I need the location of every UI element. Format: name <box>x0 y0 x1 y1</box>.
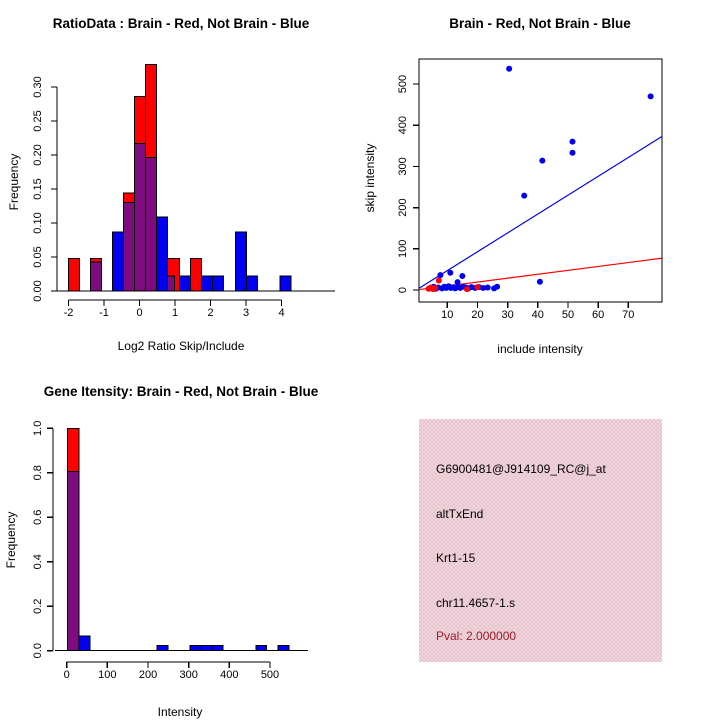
y-tick-label: 0 <box>397 286 409 294</box>
panel-info-box <box>360 360 720 720</box>
x-tick-label: 300 <box>179 669 198 681</box>
histogram-bar-blue <box>256 646 267 651</box>
histogram-bar-purple <box>168 276 175 291</box>
x-tick-label: 0 <box>63 669 70 681</box>
y-tick-label: 0.0 <box>32 643 44 659</box>
x-tick-label: 200 <box>138 669 158 681</box>
ratio-histogram-y-axis-label: Frequency <box>7 153 21 211</box>
intensity-scatter-plot <box>360 0 720 360</box>
histogram-bar-blue <box>113 232 124 291</box>
histogram-bar-blue <box>213 276 224 291</box>
gene-histogram-x-axis-label: Intensity <box>157 705 203 719</box>
panel-intensity-scatter <box>360 0 720 360</box>
ratio-histogram-x-axis-label: Log2 Ratio Skip/Include <box>117 339 245 353</box>
histogram-bar-blue <box>190 646 201 651</box>
data-point-red <box>432 285 438 291</box>
x-tick-label: 0 <box>136 307 143 319</box>
ratio-histogram-title: RatioData : Brain - Red, Not Brain - Blue <box>52 16 310 31</box>
intensity-scatter-title: Brain - Red, Not Brain - Blue <box>449 16 631 31</box>
splice-type-text: altTxEnd <box>436 507 484 521</box>
pval-text: Pval: 2.000000 <box>436 629 517 643</box>
histogram-bar-blue <box>212 646 223 651</box>
data-point-red <box>474 284 480 290</box>
intensity-scatter-x-axis-label: include intensity <box>497 342 583 356</box>
data-point-blue <box>648 93 654 99</box>
y-tick-label: 300 <box>397 157 409 176</box>
histogram-bar-blue <box>201 646 212 651</box>
x-tick-label: 2 <box>207 307 214 319</box>
panel-ratio-histogram <box>0 0 360 360</box>
data-point-blue <box>485 285 491 291</box>
histogram-bar-blue <box>278 646 289 651</box>
histogram-bar-blue <box>280 276 291 291</box>
histogram-bar-blue <box>180 276 191 291</box>
y-tick-label: 400 <box>397 116 409 135</box>
histogram-bar-blue <box>202 276 213 291</box>
ratio-histogram-plot <box>0 0 360 360</box>
y-tick-label: 0.2 <box>32 598 44 614</box>
data-point-blue <box>437 272 443 278</box>
histogram-bar-red <box>191 258 202 291</box>
x-tick-label: 70 <box>622 309 635 321</box>
x-tick-label: 60 <box>592 309 605 321</box>
x-tick-label: 500 <box>260 669 280 681</box>
histogram-bar-purple <box>91 262 102 291</box>
data-point-blue <box>506 66 512 72</box>
y-tick-label: 0.15 <box>32 178 44 200</box>
gene-name-text: Krt1-15 <box>436 551 476 565</box>
gene-info-box <box>419 419 662 662</box>
histogram-bar-red <box>69 258 80 291</box>
x-tick-label: 20 <box>471 309 484 321</box>
data-point-blue <box>569 139 575 145</box>
gene-histogram-plot <box>0 360 360 720</box>
data-point-blue <box>569 150 575 156</box>
histogram-bar-blue <box>79 636 90 651</box>
x-tick-label: -1 <box>99 307 109 319</box>
x-tick-label: 4 <box>278 307 285 319</box>
data-point-blue <box>539 158 545 164</box>
y-tick-label: 0.10 <box>32 212 44 234</box>
histogram-bar-purple <box>135 143 146 291</box>
x-tick-label: 10 <box>441 309 454 321</box>
data-point-red <box>436 278 442 284</box>
y-tick-label: 0.25 <box>32 110 44 132</box>
location-text: chr11.4657-1.s <box>436 596 516 610</box>
x-tick-label: 400 <box>220 669 239 681</box>
histogram-bar-purple <box>146 158 157 291</box>
y-tick-label: 0.4 <box>32 554 44 570</box>
data-point-blue <box>447 270 453 276</box>
y-tick-label: 100 <box>397 239 409 258</box>
y-tick-label: 0.00 <box>32 280 44 302</box>
y-tick-label: 0.30 <box>32 76 44 98</box>
data-point-red <box>464 286 470 292</box>
y-tick-label: 500 <box>397 74 409 94</box>
y-tick-label: 200 <box>397 198 409 217</box>
intensity-scatter-y-axis-label: skip intensity <box>363 143 377 213</box>
x-tick-label: 30 <box>501 309 514 321</box>
histogram-bar-blue <box>236 232 247 291</box>
x-tick-label: 1 <box>171 307 179 319</box>
probe-id-text: G6900481@J914109_RC@j_at <box>436 462 606 476</box>
x-tick-label: 3 <box>242 307 250 319</box>
data-point-blue <box>494 284 500 290</box>
gene-histogram-y-axis-label: Frequency <box>4 511 18 569</box>
y-tick-label: 0.6 <box>32 509 44 525</box>
histogram-bar-purple <box>124 203 135 291</box>
data-point-blue <box>459 273 465 279</box>
gene-histogram-title: Gene Itensity: Brain - Red, Not Brain - Blue <box>43 384 319 399</box>
x-tick-label: -2 <box>63 307 74 319</box>
x-tick-label: 50 <box>561 309 575 321</box>
panel-gene-histogram <box>0 360 360 720</box>
y-tick-label: 0.8 <box>32 465 44 481</box>
histogram-bar-blue <box>247 276 258 291</box>
x-tick-label: 40 <box>531 309 544 321</box>
y-tick-label: 0.05 <box>32 246 44 268</box>
histogram-bar-blue <box>157 217 168 291</box>
y-tick-label: 0.20 <box>32 144 44 166</box>
histogram-bar-blue <box>157 646 168 651</box>
y-tick-label: 1.0 <box>32 420 44 436</box>
histogram-bar-purple <box>68 472 79 651</box>
x-tick-label: 100 <box>98 669 117 681</box>
data-point-blue <box>537 279 543 285</box>
data-point-blue <box>521 193 527 199</box>
